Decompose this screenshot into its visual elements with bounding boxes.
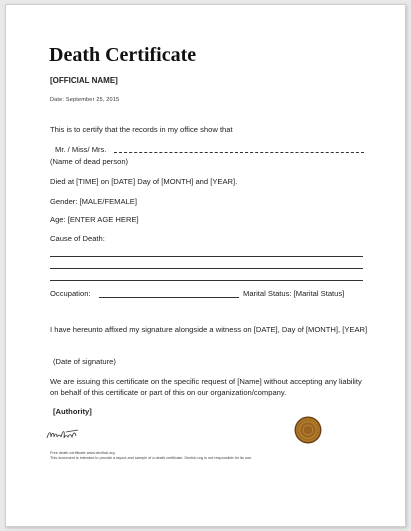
authority: [Authority] — [53, 407, 92, 416]
footer-line-1: Free death certificate www.dexfiub.org — [50, 451, 115, 455]
date-label: Date: — [50, 97, 65, 103]
date-value: September 25, 2015 — [65, 97, 120, 103]
gender-line: Gender: [MALE/FEMALE] — [50, 197, 137, 206]
gold-seal-icon — [294, 416, 322, 444]
issuing-statement: We are issuing this certificate on the specific request of [Name] without accepting any liability on behalf of this certificate or part of this on our organization/company. — [50, 377, 362, 397]
cause-line-1 — [50, 256, 363, 257]
official-name: [OFFICIAL NAME] — [50, 76, 118, 85]
date-of-signature: (Date of signature) — [53, 357, 116, 366]
occupation-line — [99, 297, 239, 298]
occupation-label: Occupation: — [50, 289, 91, 298]
certificate-sheet — [5, 4, 406, 527]
name-prefix: Mr. / Miss/ Mrs. — [55, 145, 107, 154]
document-title: Death Certificate — [49, 44, 197, 66]
name-line — [114, 152, 364, 153]
signature-image — [46, 426, 80, 444]
cause-line-2 — [50, 268, 363, 269]
intro-text: This is to certify that the records in my office show that — [50, 125, 233, 134]
age-line: Age: [ENTER AGE HERE] — [50, 215, 139, 224]
died-line: Died at [TIME] on [DATE] Day of [MONTH] and [YEAR]. — [50, 177, 238, 186]
cause-label: Cause of Death: — [50, 234, 105, 243]
issue-date — [50, 97, 119, 103]
affix-statement: I have hereunto affixed my signature alongside a witness on [DATE], Day of [MONTH], [YEAR] — [50, 325, 368, 334]
cause-line-3 — [50, 280, 363, 281]
name-caption: (Name of dead person) — [50, 157, 129, 166]
footer-line-2: This document is intended to provide a layout and sample of a death certificate. Dexfub.org is not responsible for its use. — [50, 456, 253, 460]
marital-status: Marital Status: [Marital Status] — [243, 289, 345, 298]
